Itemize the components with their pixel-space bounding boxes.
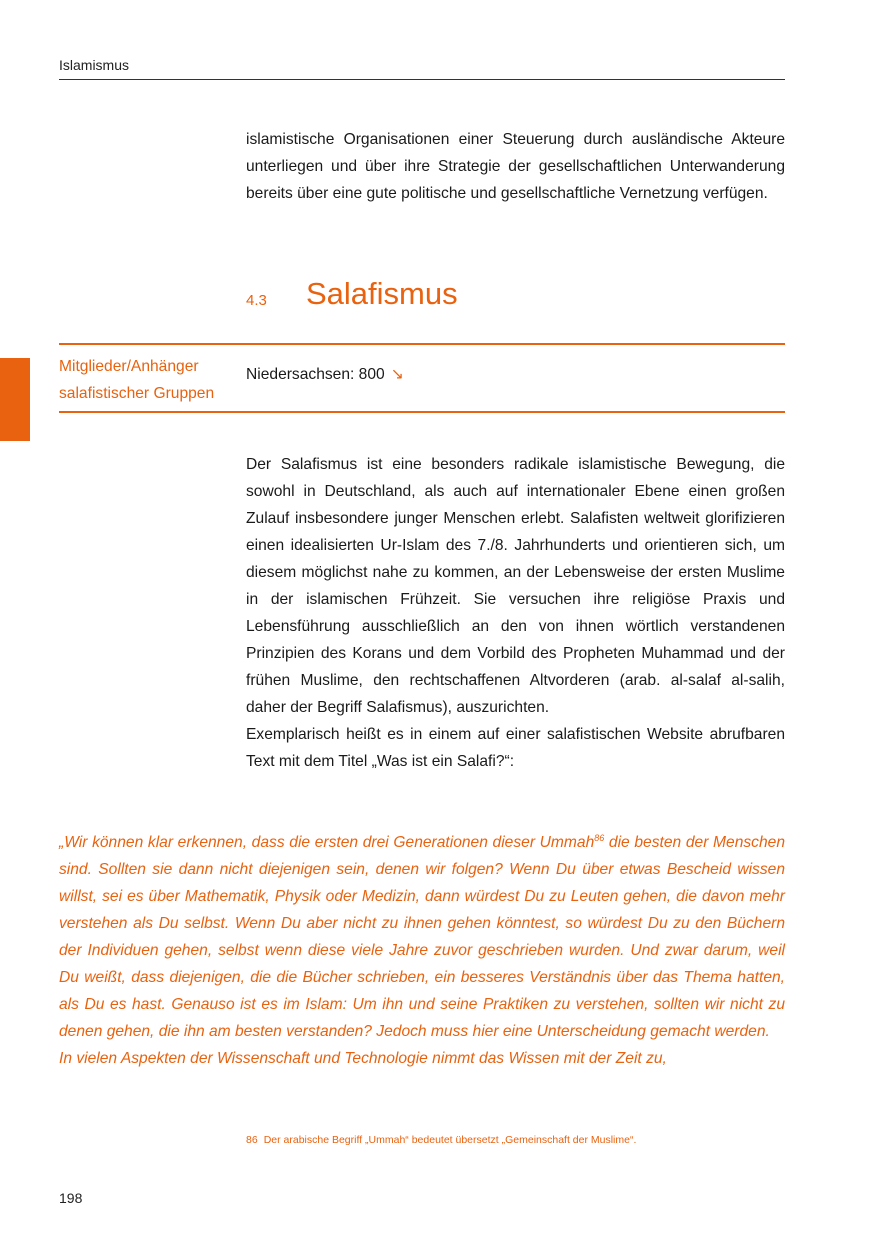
footnote-text: Der arabische Begriff „Ummah“ bedeutet übersetzt „Gemeinschaft der Muslime“. (263, 1134, 637, 1146)
chapter-side-tab (0, 358, 30, 441)
quotation-block (59, 829, 785, 1072)
quote-text: „Wir können klar erkennen, dass die ersten drei Generationen dieser Ummah (59, 834, 595, 851)
footnote (246, 1134, 785, 1146)
stat-label (59, 353, 244, 407)
intro-text-block (246, 126, 785, 207)
header-rule (59, 79, 785, 80)
quote-text: die besten der Menschen sind. Sollten sie dann nicht diejenigen sein, denen wir folgen? Wenn Du über etwas Bescheid wissen willst, sei es über Mathematik, Physik oder Medizin, dann würdest Du zu Leuten gehen, die davon mehr verstehen als Du selbst. Wenn Du aber nicht zu ihnen gehen könntest, so würdest Du zu den Büchern der Individuen gehen, selbst wenn diese viele Jahre zuvor geschrieben wurden. Und zwar darum, weil Du weißt, dass diejenigen, die die Bücher schrieben, ein besseres Verständnis über das Thema hatten, als Du es hast. Genauso ist es im Islam: Um ihn und seine Praktiken zu verstehen, sollten wir nicht zu denen gehen, die ihn am besten verstanden? Jedoch muss hier eine Unterscheidung gemacht werden. (59, 834, 785, 1040)
footnote-number: 86 (246, 1134, 258, 1146)
body-paragraph: Der Salafismus ist eine besonders radikale islamistische Bewegung, die sowohl in Deutschland, als auch auf internationaler Ebene einen großen Zulauf insbesondere junger Menschen erlebt. Salafisten weltweit glorifizieren einen idealisierten Ur-Islam des 7./8. Jahrhunderts und orientieren sich, um diesem möglichst nahe zu kommen, an der Lebensweise der ersten Muslime in der islamischen Frühzeit. Sie versuchen ihre religiöse Praxis und Lebensführung ausschließlich an den von ihnen wörtlich verstandenen Prinzipien des Korans und dem Vorbild des Propheten Muhammad und der frühen Muslime, den rechtschaffenen Altvorderen (arab. al-salaf al-salih, daher der Begriff Salafismus), auszurichten. (246, 456, 785, 716)
footnote-reference[interactable]: 86 (594, 832, 605, 843)
quote-paragraph: In vielen Aspekten der Wissenschaft und Technologie nimmt das Wissen mit der Zeit zu, (59, 1050, 667, 1067)
membership-stat-box (59, 343, 785, 413)
trend-down-arrow-icon: ↘ (390, 366, 404, 383)
body-text-block (246, 451, 785, 775)
page-number: 198 (59, 1190, 83, 1206)
section-number: 4.3 (246, 292, 267, 309)
quote-paragraph (59, 829, 785, 1045)
section-title: Salafismus (306, 276, 458, 311)
stat-value (246, 365, 404, 384)
running-head: Islamismus (59, 57, 130, 73)
stat-label-line: salafistischer Gruppen (59, 385, 215, 402)
stat-label-line: Mitglieder/Anhänger (59, 358, 199, 375)
stat-value-text: Niedersachsen: 800 (246, 366, 385, 383)
body-paragraph: Exemplarisch heißt es in einem auf einer salafistischen Website abrufbaren Text mit dem Titel „Was ist ein Salafi?“: (246, 726, 785, 770)
intro-paragraph: islamistische Organisationen einer Steuerung durch ausländische Akteure unterliegen und über ihre Strategie der gesellschaftlichen Unterwanderung bereits über eine gute politische und gesellschaftliche Vernetzung verfügen. (246, 131, 785, 202)
